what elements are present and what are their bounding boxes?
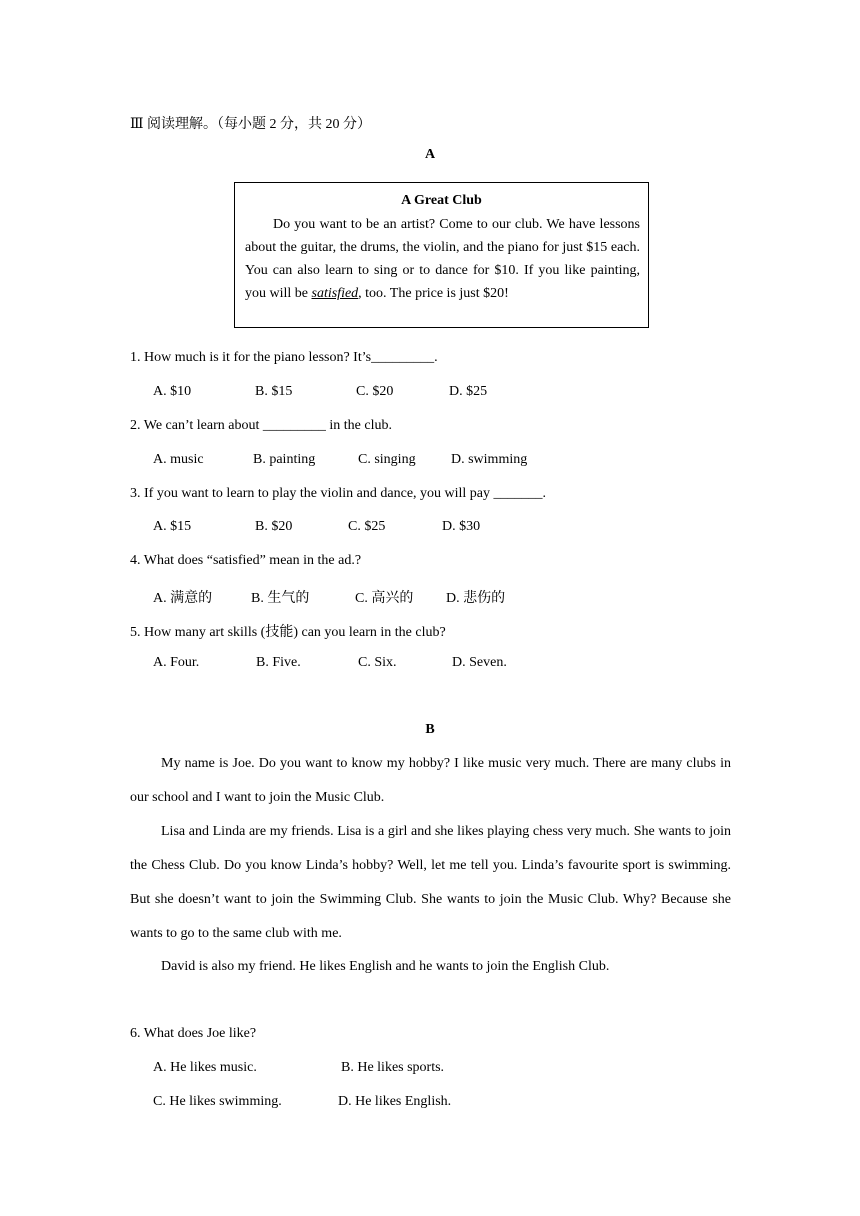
part-a-label: A	[424, 147, 436, 162]
ad-text-before: Do you want to be an artist? Come to our club. We have lessons about the guitar, the drums, the violin, and the piano for just $15 each. You can also learn to sing or to dance for $10. If you like painting, you will be	[245, 217, 640, 301]
question-6-stem: 6. What does Joe like?	[130, 1026, 257, 1041]
question-3-stem: 3. If you want to learn to play the violin and dance, you will pay _______.	[130, 486, 547, 501]
question-6-option-d: D. He likes English.	[338, 1094, 452, 1109]
question-2-option-a: A. music	[153, 452, 204, 467]
question-2-option-b: B. painting	[253, 452, 316, 467]
passage-b-paragraph-1: My name is Joe. Do you want to know my hobby? I like music very much. There are many clubs in our school and I want to join the Music Club.	[130, 756, 731, 805]
question-3-option-d: D. $30	[442, 519, 481, 534]
ad-body	[245, 213, 640, 305]
ad-underlined-word: satisfied	[311, 286, 359, 301]
question-1-option-d: D. $25	[449, 384, 488, 399]
question-1-option-a: A. $10	[153, 384, 192, 399]
question-1-option-c: C. $20	[356, 384, 394, 399]
question-5-option-a: A. Four.	[153, 655, 200, 670]
question-4-option-d: D. 悲伤的	[446, 591, 506, 606]
question-5-option-c: C. Six.	[358, 655, 397, 670]
question-5-option-d: D. Seven.	[452, 655, 507, 670]
question-4-option-a: A. 满意的	[153, 591, 213, 606]
passage-b-paragraph-2: Lisa and Linda are my friends. Lisa is a girl and she likes playing chess very much. She wants to join the Chess Club. Do you know Linda’s hobby? Well, let me tell you. Linda’s favourite sport is swimming. But she doesn’t want to join the Swimming Club. She wants to join the Music Club. Why? Because she wants to go to the same club with me.	[130, 824, 731, 941]
part-b-label: B	[425, 722, 435, 737]
question-5-stem: 5. How many art skills (技能) can you learn in the club?	[130, 625, 446, 640]
question-4-option-b: B. 生气的	[251, 591, 310, 606]
question-3-option-b: B. $20	[255, 519, 293, 534]
ad-box	[234, 182, 649, 328]
question-3-option-a: A. $15	[153, 519, 192, 534]
ad-text-after: , too. The price is just $20!	[358, 286, 509, 301]
question-4-stem: 4. What does “satisfied” mean in the ad.?	[130, 553, 362, 568]
passage-b-paragraph-3: David is also my friend. He likes English and he wants to join the English Club.	[161, 959, 610, 974]
question-6-option-a: A. He likes music.	[153, 1060, 257, 1075]
ad-title: A Great Club	[401, 193, 482, 208]
question-1-stem: 1. How much is it for the piano lesson? It’s_________.	[130, 350, 438, 365]
question-6-option-b: B. He likes sports.	[341, 1060, 445, 1075]
question-3-option-c: C. $25	[348, 519, 386, 534]
question-1-option-b: B. $15	[255, 384, 293, 399]
question-4-option-c: C. 高兴的	[355, 591, 414, 606]
question-6-option-c: C. He likes swimming.	[153, 1094, 282, 1109]
question-5-option-b: B. Five.	[256, 655, 301, 670]
question-2-option-c: C. singing	[358, 452, 416, 467]
section-header: Ⅲ 阅读理解。（每小题 2 分，共 20 分）	[130, 117, 372, 132]
question-2-stem: 2. We can’t learn about _________ in the club.	[130, 418, 392, 433]
question-2-option-d: D. swimming	[451, 452, 528, 467]
